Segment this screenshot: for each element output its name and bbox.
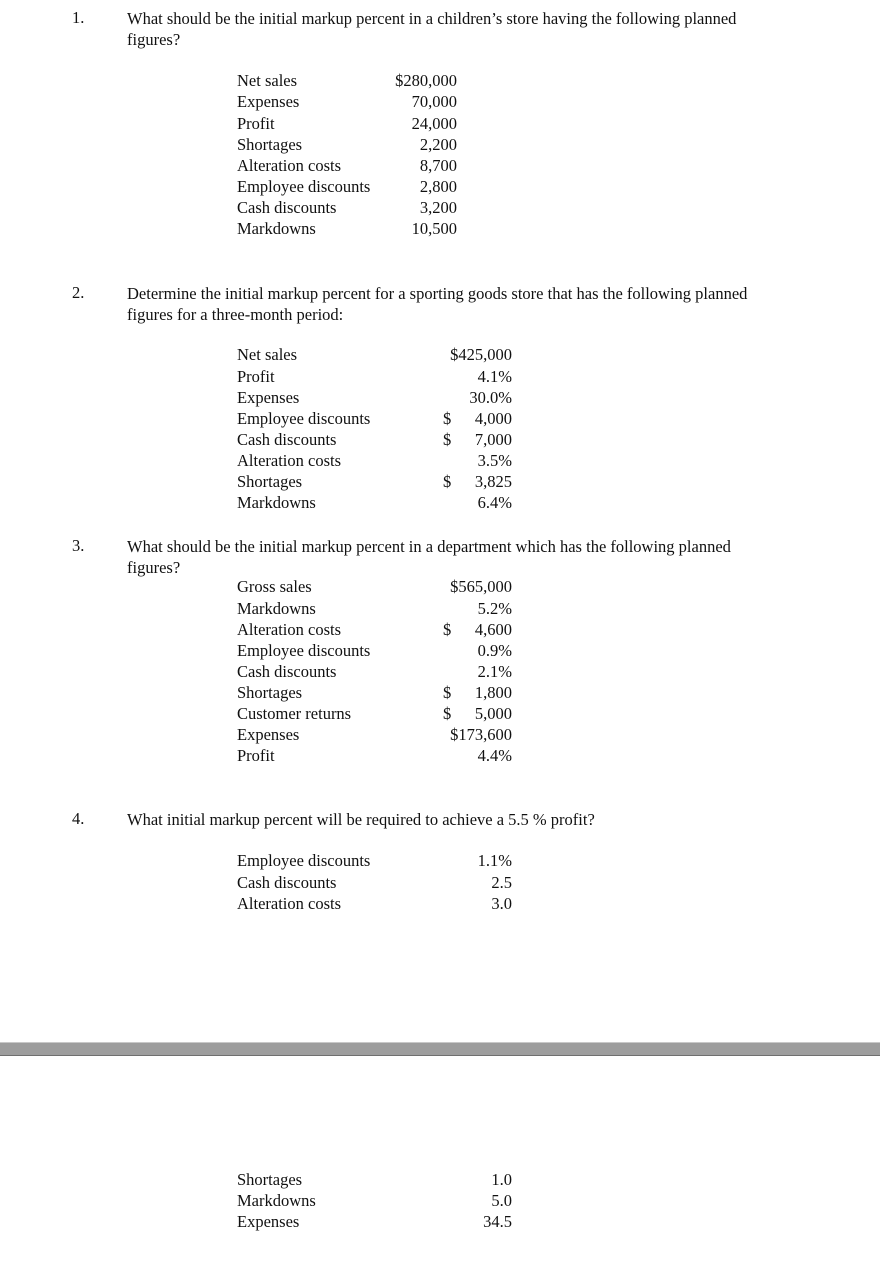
figure-value: 2.1% <box>477 662 512 681</box>
figure-row <box>237 703 512 724</box>
figure-value: 4.4% <box>477 746 512 765</box>
figure-row <box>237 872 512 893</box>
figure-row <box>237 155 457 176</box>
figure-label: Markdowns <box>237 599 316 618</box>
figure-value: 4,000 <box>474 409 512 428</box>
figure-row <box>237 640 512 661</box>
figure-value: 4.1% <box>477 367 512 386</box>
figure-value: $425,000 <box>450 345 512 364</box>
figure-label: Markdowns <box>237 219 316 238</box>
figure-value: $173,600 <box>450 725 512 744</box>
figure-label: Net sales <box>237 71 298 90</box>
figure-label: Expenses <box>237 725 300 744</box>
figure-row <box>237 197 457 218</box>
figure-dollar: $ <box>443 430 452 449</box>
figure-value: 7,000 <box>474 430 512 449</box>
figure-row <box>237 576 512 597</box>
figure-value: $280,000 <box>395 71 457 90</box>
figure-value: $565,000 <box>450 577 512 596</box>
figure-row <box>237 598 512 619</box>
figure-row <box>237 344 512 365</box>
figure-label: Employee discounts <box>237 641 371 660</box>
figure-label: Employee discounts <box>237 851 371 870</box>
figure-label: Expenses <box>237 1212 300 1231</box>
figure-label: Profit <box>237 367 275 386</box>
figure-label: Alteration costs <box>237 894 342 913</box>
figure-dollar: $ <box>443 472 452 491</box>
figure-label: Cash discounts <box>237 430 337 449</box>
figure-row <box>237 70 457 91</box>
figure-label: Expenses <box>237 92 300 111</box>
figure-value: 24,000 <box>411 114 457 133</box>
question-1-number: 1. <box>72 8 85 27</box>
figure-row <box>237 429 512 450</box>
figure-value: 1.0 <box>491 1170 512 1189</box>
figure-value: 0.9% <box>477 641 512 660</box>
figure-value: 1.1% <box>477 851 512 870</box>
figure-value: 3.0 <box>491 894 512 913</box>
question-2-number: 2. <box>72 283 85 302</box>
figure-value: 70,000 <box>411 92 457 111</box>
figure-row <box>237 218 457 239</box>
figure-label: Profit <box>237 746 275 765</box>
figure-dollar: $ <box>443 620 452 639</box>
figure-value: 5,000 <box>474 704 512 723</box>
question-3-number: 3. <box>72 536 85 555</box>
figure-row <box>237 1211 512 1232</box>
figure-label: Alteration costs <box>237 156 342 175</box>
figure-value: 1,800 <box>474 683 512 702</box>
figure-value: 5.2% <box>477 599 512 618</box>
figure-value: 2,800 <box>419 177 457 196</box>
figure-row <box>237 408 512 429</box>
figure-label: Cash discounts <box>237 662 337 681</box>
figure-value: 2.5 <box>491 873 512 892</box>
figure-row <box>237 366 512 387</box>
figure-value: 5.0 <box>491 1191 512 1210</box>
figure-label: Employee discounts <box>237 409 371 428</box>
figure-value: 3,825 <box>474 472 512 491</box>
figure-row <box>237 91 457 112</box>
figure-label: Net sales <box>237 345 298 364</box>
figure-label: Markdowns <box>237 1191 316 1210</box>
question-4-number: 4. <box>72 809 85 828</box>
figure-value: 6.4% <box>477 493 512 512</box>
figure-row <box>237 471 512 492</box>
question-4-text: What initial markup percent will be required to achieve a 5.5 % profit? <box>127 810 595 829</box>
figure-value: 8,700 <box>419 156 457 175</box>
figure-row <box>237 113 457 134</box>
figure-row <box>237 134 457 155</box>
figure-row <box>237 724 512 745</box>
figure-row <box>237 492 512 513</box>
figure-value: 34.5 <box>483 1212 512 1231</box>
figure-row <box>237 1169 512 1190</box>
figure-value: 10,500 <box>411 219 457 238</box>
figure-row <box>237 850 512 871</box>
figure-label: Profit <box>237 114 275 133</box>
figure-label: Cash discounts <box>237 873 337 892</box>
figure-row <box>237 893 512 914</box>
figure-row <box>237 450 512 471</box>
figure-row <box>237 387 512 408</box>
figure-row <box>237 661 512 682</box>
figure-dollar: $ <box>443 409 452 428</box>
figure-label: Alteration costs <box>237 620 342 639</box>
figure-label: Shortages <box>237 135 303 154</box>
figure-label: Employee discounts <box>237 177 371 196</box>
page-break-bar <box>0 1042 880 1056</box>
question-2-text: Determine the initial markup percent for a sporting goods store that has the following planned figures for a three-month period: <box>127 284 748 324</box>
figure-label: Alteration costs <box>237 451 342 470</box>
figure-row <box>237 1190 512 1211</box>
figure-label: Gross sales <box>237 577 312 596</box>
figure-dollar: $ <box>443 704 452 723</box>
figure-label: Shortages <box>237 683 303 702</box>
question-3-text: What should be the initial markup percent in a department which has the following planned figures? <box>127 537 731 577</box>
figure-label: Shortages <box>237 1170 303 1189</box>
figure-label: Cash discounts <box>237 198 337 217</box>
figure-row <box>237 682 512 703</box>
figure-row <box>237 745 512 766</box>
figure-label: Customer returns <box>237 704 352 723</box>
figure-label: Markdowns <box>237 493 316 512</box>
figure-label: Expenses <box>237 388 300 407</box>
figure-row <box>237 176 457 197</box>
figure-value: 30.0% <box>469 388 512 407</box>
figure-dollar: $ <box>443 683 452 702</box>
question-1-text: What should be the initial markup percent in a children’s store having the following planned figures? <box>127 9 737 49</box>
figure-label: Shortages <box>237 472 303 491</box>
figure-value: 4,600 <box>474 620 512 639</box>
figure-value: 2,200 <box>419 135 457 154</box>
figure-value: 3.5% <box>477 451 512 470</box>
figure-row <box>237 619 512 640</box>
figure-value: 3,200 <box>419 198 457 217</box>
